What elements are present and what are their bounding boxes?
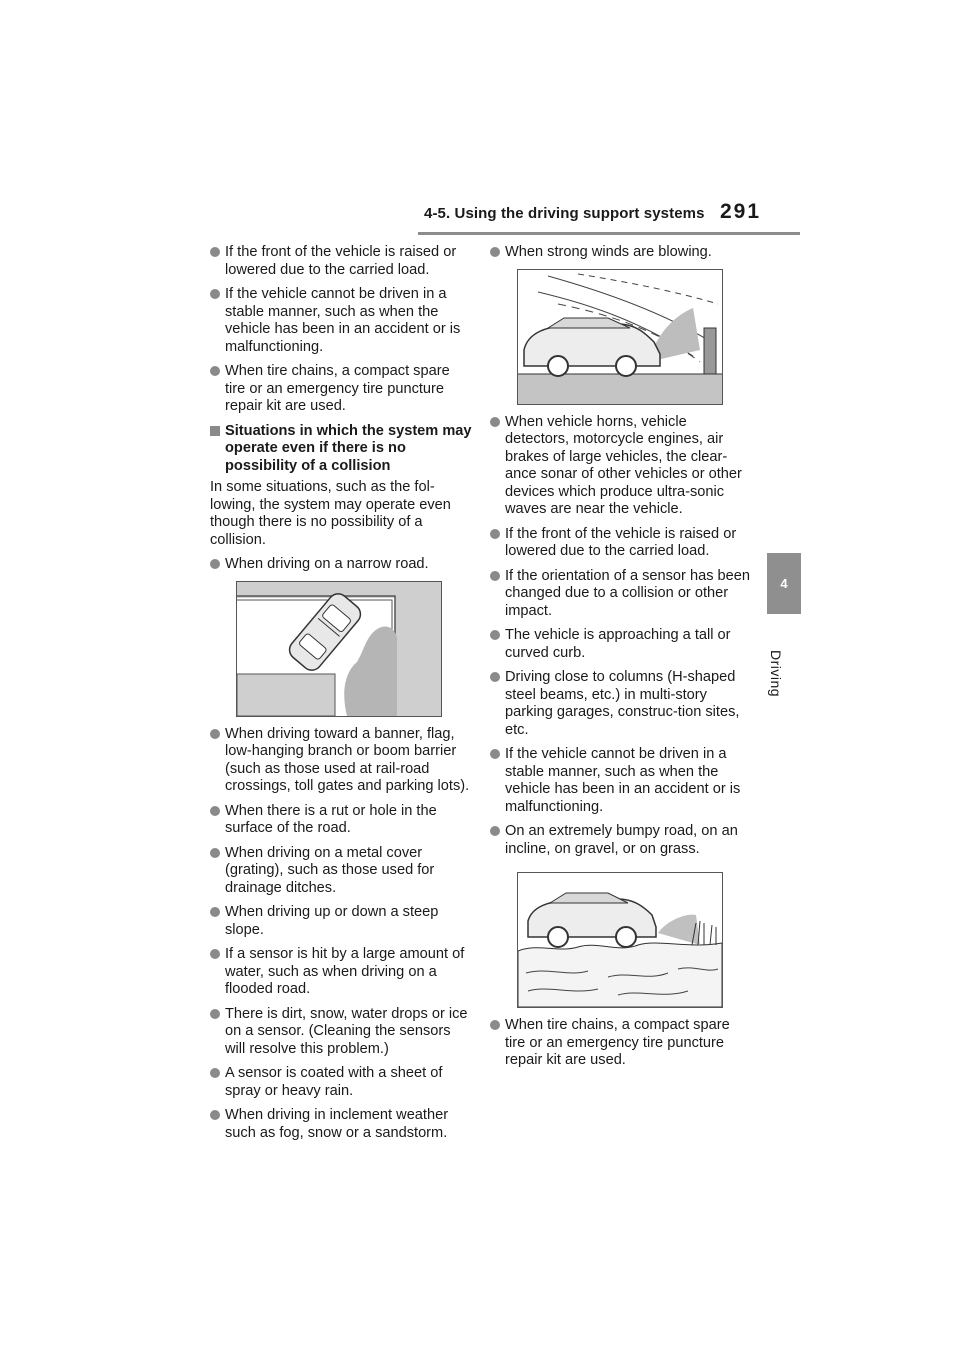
left-column [210,244,472,1149]
bullet-dot-icon [490,672,500,682]
bullet-dot-icon [210,729,220,739]
header-divider [418,232,800,235]
chapter-number: 4 [780,576,788,591]
list-item: If the vehicle cannot be driven in a stable manner, such as when the vehicle has been in an accident or is malfunctioning. [210,286,472,356]
list-item: If the orientation of a sensor has been changed due to a collision or other impact. [490,568,752,621]
list-item: When driving toward a banner, flag, low-hanging branch or boom barrier (such as those used at rail-road crossings, toll gates and parking lots). [210,726,472,796]
chapter-tab [767,553,801,614]
narrow-road-illustration [236,581,442,717]
list-item: Driving close to columns (H-shaped steel beams, etc.) in multi-story parking garages, construc-tion sites, etc. [490,669,752,739]
bullet-dot-icon [490,630,500,640]
bullet-dot-icon [210,949,220,959]
bullet-dot-icon [210,1110,220,1120]
bullet-dot-icon [490,826,500,836]
bullet-dot-icon [210,848,220,858]
list-item: When driving in inclement weather such as fog, snow or a sandstorm. [210,1107,472,1142]
bullet-dot-icon [490,247,500,257]
list-item: A sensor is coated with a sheet of spray or heavy rain. [210,1065,472,1100]
bullet-dot-icon [210,559,220,569]
list-item: When driving on a metal cover (grating), such as those used for drainage ditches. [210,845,472,898]
bullet-dot-icon [490,749,500,759]
bullet-dot-icon [210,1009,220,1019]
bullet-dot-icon [490,1020,500,1030]
bumpy-road-illustration [517,872,723,1008]
bumpy-road-drawing [518,873,722,1007]
bullet-dot-icon [210,289,220,299]
right-column [490,244,752,1077]
section-heading: Situations in which the system may operate even if there is no possibility of a collision [210,423,472,476]
bullet-dot-icon [210,366,220,376]
list-item: When tire chains, a compact spare tire or an emergency tire puncture repair kit are used. [210,363,472,416]
list-item: On an extremely bumpy road, on an incline, on gravel, or on grass. [490,823,752,858]
list-item: There is dirt, snow, water drops or ice on a sensor. (Cleaning the sensors will resolve this problem.) [210,1006,472,1059]
intro-paragraph: In some situations, such as the fol-lowing, the system may operate even though there is no possibility of a collision. [210,479,451,548]
page-number: 291 [720,200,762,223]
strong-winds-drawing [518,270,722,404]
bullet-dot-icon [210,247,220,257]
list-item: The vehicle is approaching a tall or curved curb. [490,627,752,662]
narrow-road-drawing [237,582,441,716]
section-title: 4-5. Using the driving support systems [424,205,705,222]
bullet-dot-icon [210,907,220,917]
list-item: When tire chains, a compact spare tire or an emergency tire puncture repair kit are used. [490,1017,752,1070]
list-item: When strong winds are blowing. [490,244,752,262]
heading-square-icon [210,426,220,436]
strong-winds-illustration [517,269,723,405]
list-item: When driving on a narrow road. [210,556,472,574]
bullet-dot-icon [210,806,220,816]
chapter-label: Driving [768,650,784,698]
list-item: When driving up or down a steep slope. [210,904,472,939]
bullet-dot-icon [490,571,500,581]
bullet-dot-icon [490,417,500,427]
list-item: If a sensor is hit by a large amount of water, such as when driving on a flooded road. [210,946,472,999]
list-item: If the front of the vehicle is raised or lowered due to the carried load. [490,526,752,561]
list-item: If the front of the vehicle is raised or lowered due to the carried load. [210,244,472,279]
list-item: When there is a rut or hole in the surface of the road. [210,803,472,838]
list-item: When vehicle horns, vehicle detectors, motorcycle engines, air brakes of large vehicles, the clear-ance sonar of other vehicles or other devices which produce ultra-sonic waves are near the vehicle. [490,414,752,519]
bullet-dot-icon [210,1068,220,1078]
list-item: If the vehicle cannot be driven in a stable manner, such as when the vehicle has been in an accident or is malfunctioning. [490,746,752,816]
bullet-dot-icon [490,529,500,539]
